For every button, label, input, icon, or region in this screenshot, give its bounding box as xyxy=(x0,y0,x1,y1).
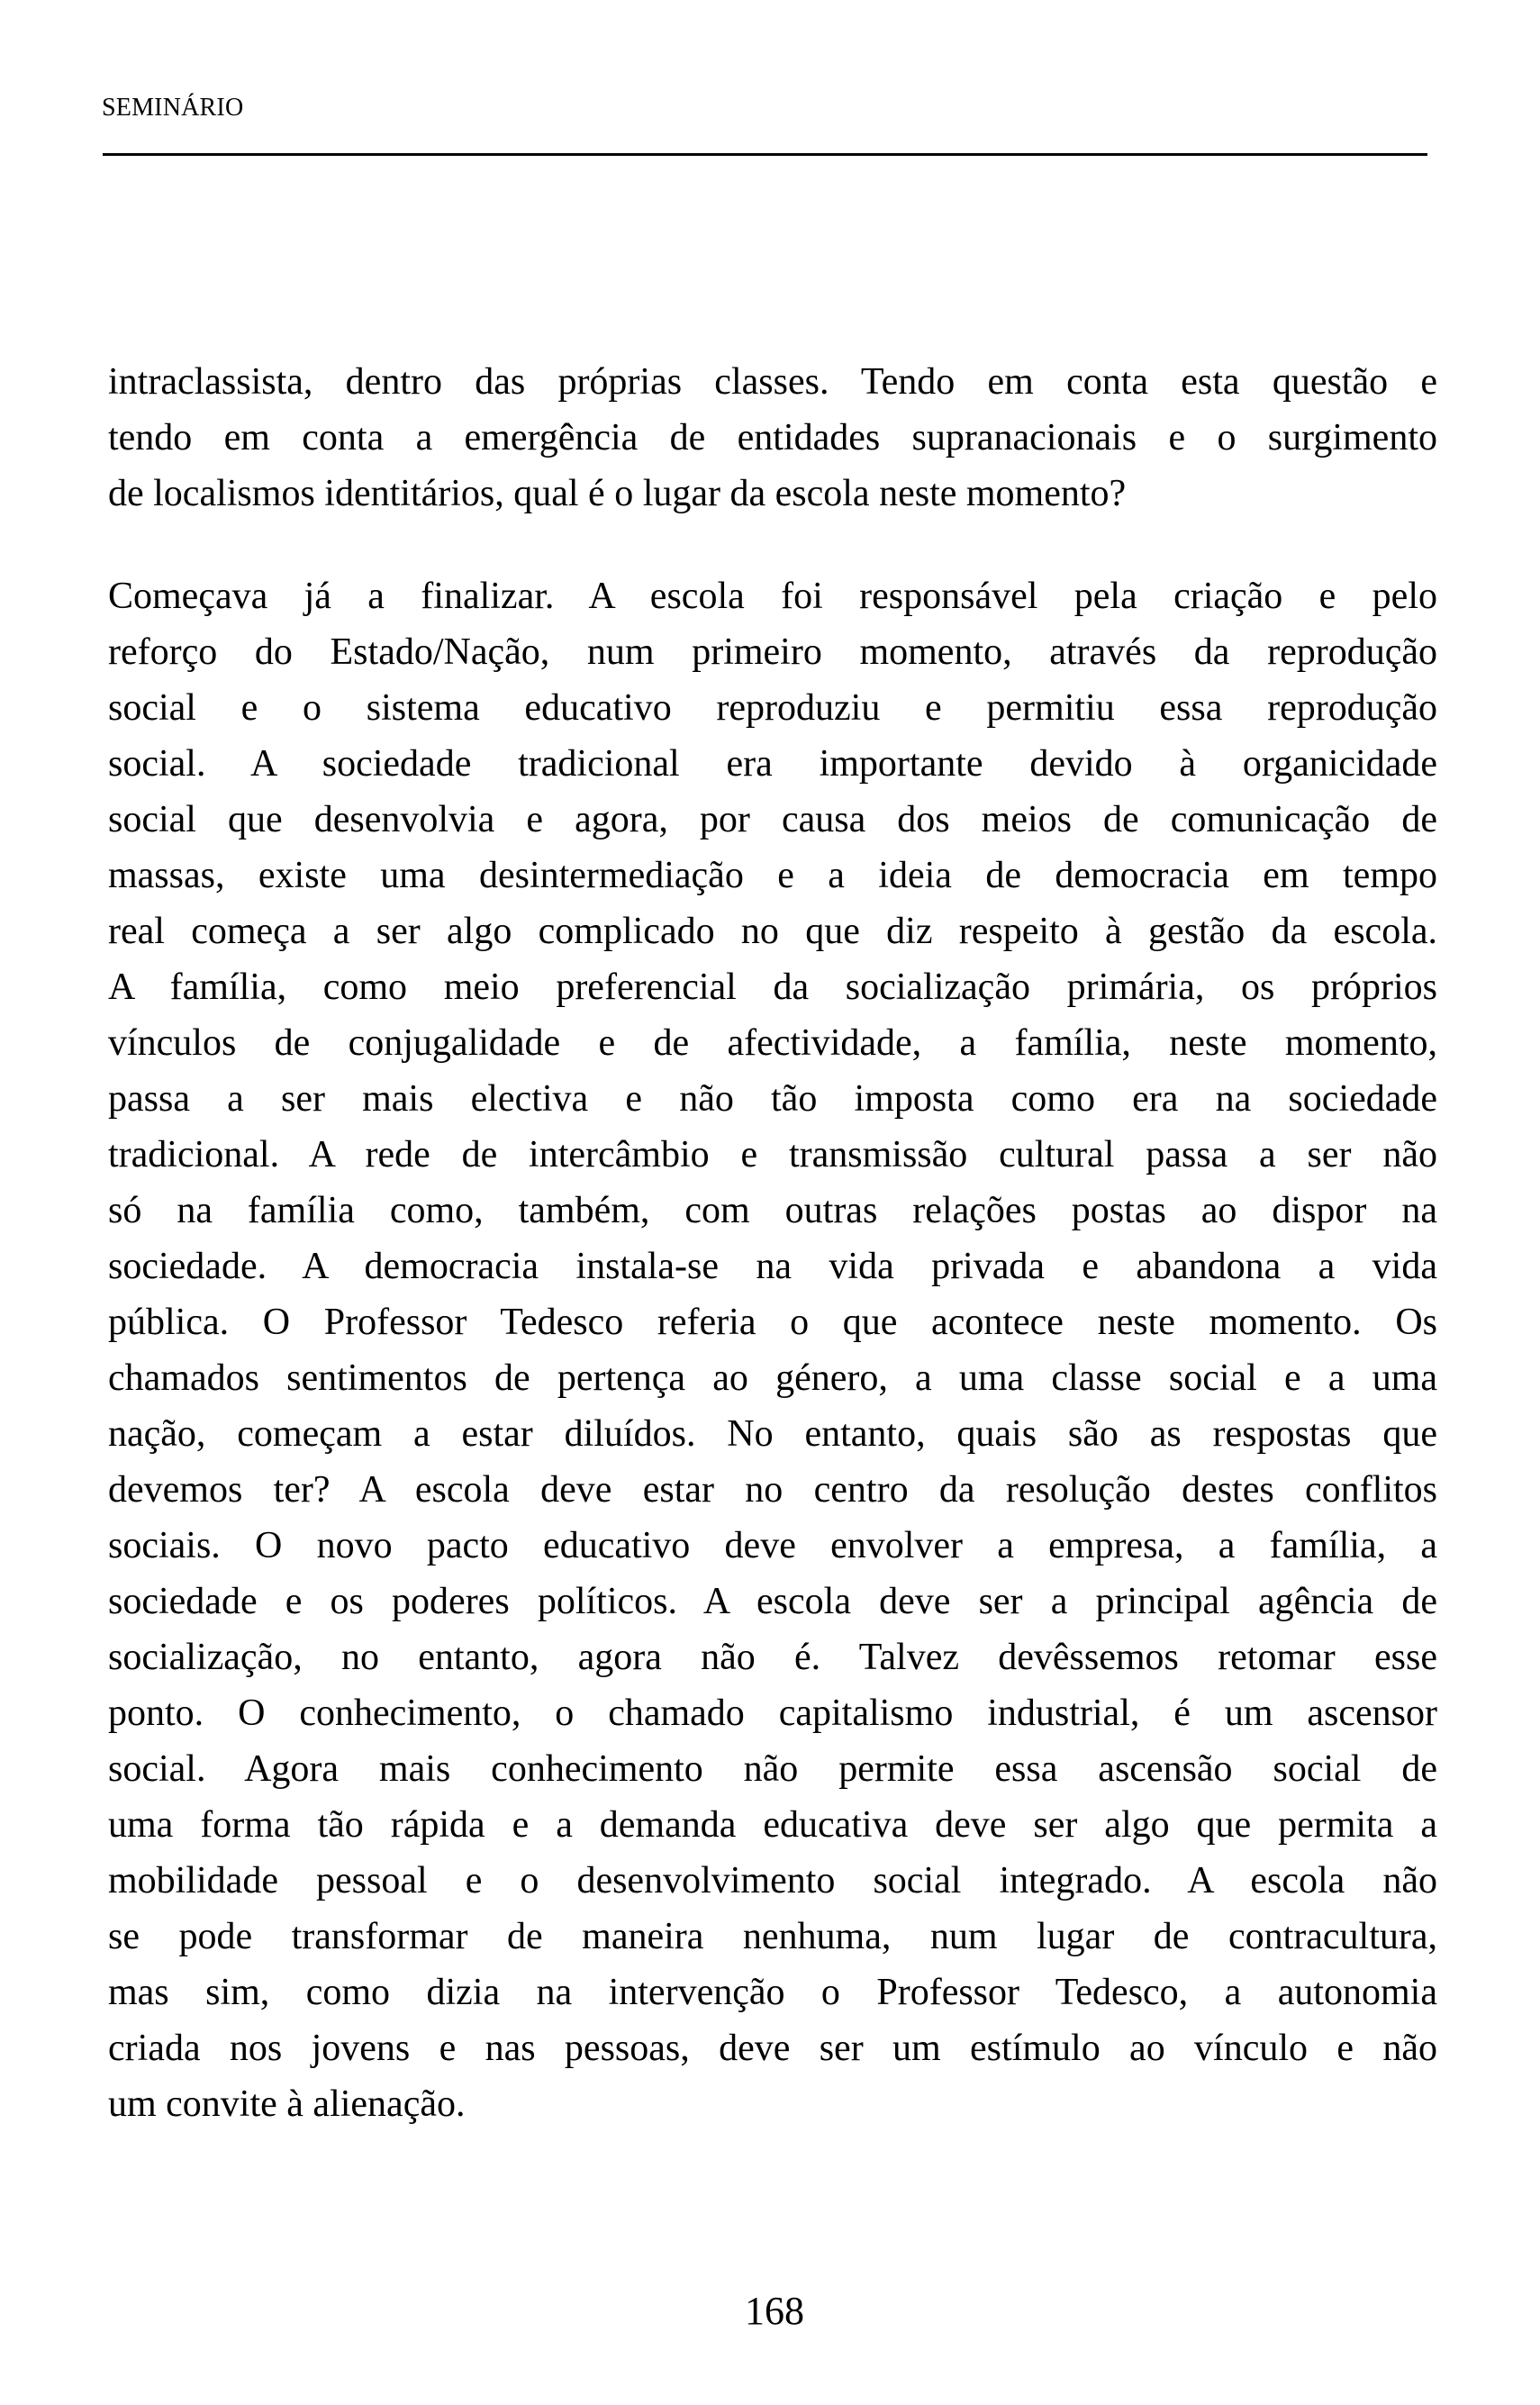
text-line: tendo em conta a emergência de entidades supranacionais e o surgimento xyxy=(108,417,1437,458)
text-line: reforço do Estado/Nação, num primeiro momento, através da reprodução xyxy=(108,631,1437,673)
text-line: intraclassista, dentro das próprias classes. Tendo em conta esta questão e xyxy=(108,361,1437,403)
running-head: SEMINÁRIO xyxy=(102,94,244,122)
text-line: sociedade. A democracia instala-se na vida privada e abandona a vida xyxy=(108,1246,1437,1287)
text-line: só na família como, também, com outras relações postas ao dispor na xyxy=(108,1190,1437,1231)
text-line: social. A sociedade tradicional era importante devido à organicidade xyxy=(108,743,1437,785)
text-line: socialização, no entanto, agora não é. Talvez devêssemos retomar esse xyxy=(108,1637,1437,1678)
text-line: ponto. O conhecimento, o chamado capitalismo industrial, é um ascensor xyxy=(108,1693,1437,1734)
text-line: Começava já a finalizar. A escola foi responsável pela criação e pelo xyxy=(108,576,1437,617)
text-line: de localismos identitários, qual é o lugar da escola neste momento? xyxy=(108,473,1127,514)
text-line: mas sim, como dizia na intervenção o Professor Tedesco, a autonomia xyxy=(108,1972,1437,2013)
text-line: pública. O Professor Tedesco referia o que acontece neste momento. Os xyxy=(108,1302,1437,1343)
page-number: 168 xyxy=(745,2289,804,2333)
text-line: um convite à alienação. xyxy=(108,2083,466,2125)
header-rule xyxy=(103,153,1427,156)
text-line: uma forma tão rápida e a demanda educativa deve ser algo que permita a xyxy=(108,1804,1437,1846)
text-line: massas, existe uma desintermediação e a ideia de democracia em tempo xyxy=(108,855,1437,896)
text-line: se pode transformar de maneira nenhuma, num lugar de contracultura, xyxy=(108,1916,1437,1957)
text-line: tradicional. A rede de intercâmbio e transmissão cultural passa a ser não xyxy=(108,1134,1437,1175)
body-text xyxy=(108,354,1437,2179)
text-line: social que desenvolvia e agora, por causa dos meios de comunicação de xyxy=(108,799,1437,840)
paragraph xyxy=(108,354,1437,522)
text-line: social. Agora mais conhecimento não permite essa ascensão social de xyxy=(108,1748,1437,1790)
text-line: sociedade e os poderes políticos. A escola deve ser a principal agência de xyxy=(108,1581,1437,1622)
text-line: sociais. O novo pacto educativo deve envolver a empresa, a família, a xyxy=(108,1525,1437,1566)
text-line: vínculos de conjugalidade e de afectividade, a família, neste momento, xyxy=(108,1022,1437,1064)
text-line: criada nos jovens e nas pessoas, deve ser um estímulo ao vínculo e não xyxy=(108,2028,1437,2069)
text-line: social e o sistema educativo reproduziu e permitiu essa reprodução xyxy=(108,687,1437,729)
text-line: real começa a ser algo complicado no que diz respeito à gestão da escola. xyxy=(108,911,1437,952)
text-line: chamados sentimentos de pertença ao género, a uma classe social e a uma xyxy=(108,1357,1437,1399)
text-line: mobilidade pessoal e o desenvolvimento social integrado. A escola não xyxy=(108,1860,1437,1901)
text-line: passa a ser mais electiva e não tão imposta como era na sociedade xyxy=(108,1078,1437,1120)
text-line: devemos ter? A escola deve estar no centro da resolução destes conflitos xyxy=(108,1469,1437,1511)
text-line: nação, começam a estar diluídos. No entanto, quais são as respostas que xyxy=(108,1413,1437,1455)
text-line: A família, como meio preferencial da socialização primária, os próprios xyxy=(108,967,1437,1008)
paragraph xyxy=(108,568,1437,2132)
